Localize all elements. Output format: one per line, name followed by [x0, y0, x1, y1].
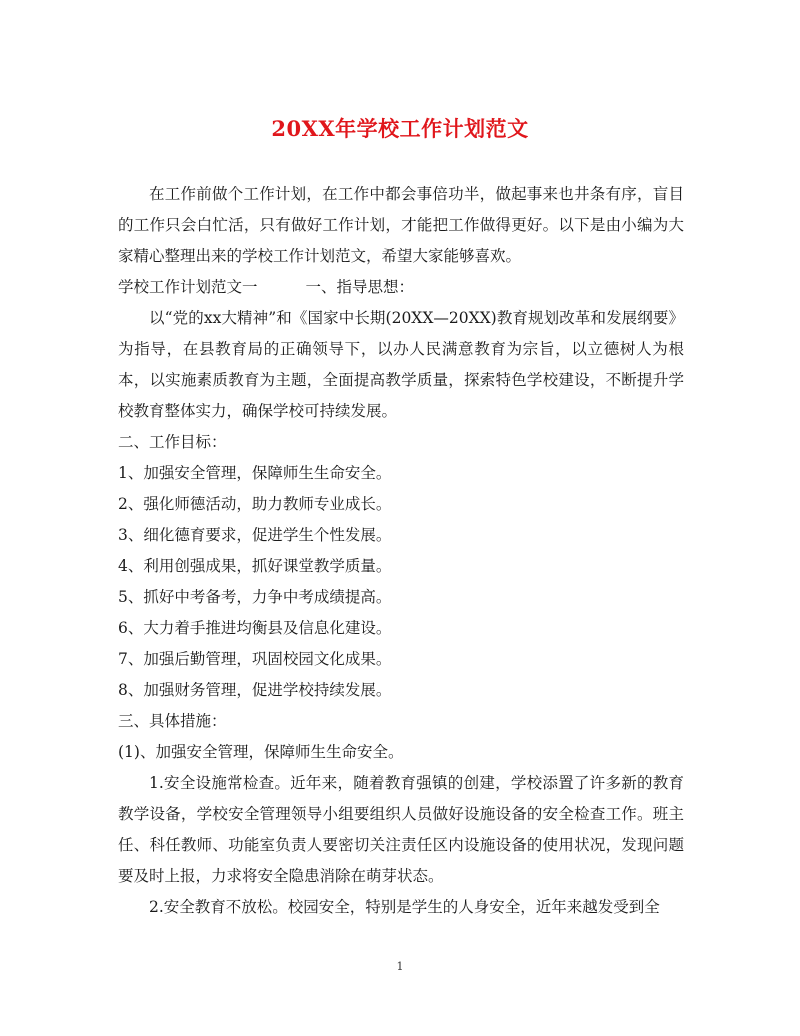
goal-item: 1、加强安全管理，保障师生生命安全。 — [118, 464, 392, 482]
guiding-paragraph: 以“党的xx大精神”和《国家中长期(20XX—20XX)教育规划改革和发展纲要》为指导，在县教育局的正确领导下，以办人民满意教育为宗旨，以立德树人为根本，以实施素质教育为主题，全面提高教学质量，探索特色学校建设，不断提升学校教育整体实力，确保学校可持续发展。 — [118, 309, 684, 420]
document-body — [118, 179, 684, 923]
goal-item: 6、大力着手推进均衡县及信息化建设。 — [118, 619, 392, 637]
heading-specific-measures: 三、具体措施： — [118, 712, 227, 730]
intro-paragraph: 在工作前做个工作计划，在工作中都会事倍功半，做起事来也井条有序，盲目的工作只会白忙活，只有做好工作计划，才能把工作做得更好。以下是由小编为大家精心整理出来的学校工作计划范文，希望大家能够喜欢。 — [118, 185, 684, 265]
goal-item: 2、强化师德活动，助力教师专业成长。 — [118, 495, 392, 513]
heading-guiding-ideology: 一、指导思想： — [305, 278, 415, 296]
section-label: 学校工作计划范文一 — [118, 278, 258, 296]
measure-1-title: (1)、加强安全管理，保障师生生命安全。 — [118, 743, 404, 761]
heading-work-goals: 二、工作目标： — [118, 433, 227, 451]
goal-item: 8、加强财务管理，促进学校持续发展。 — [118, 681, 392, 699]
goal-item: 3、细化德育要求，促进学生个性发展。 — [118, 526, 392, 544]
goal-item: 7、加强后勤管理，巩固校园文化成果。 — [118, 650, 392, 668]
measure-1-paragraph-1: 1.安全设施常检查。近年来，随着教育强镇的创建，学校添置了许多新的教育教学设备，学校安全管理领导小组要组织人员做好设施设备的安全检查工作。班主任、科任教师、功能室负责人要密切关注责任区内设施设备的使用状况，发现问题要及时上报，力求将安全隐患消除在萌芽状态。 — [118, 774, 684, 885]
goal-item: 5、抓好中考备考，力争中考成绩提高。 — [118, 588, 392, 606]
measure-1-paragraph-2: 2.安全教育不放松。校园安全，特别是学生的人身安全，近年来越发受到全 — [149, 898, 660, 916]
document-title: 20XX年学校工作计划范文 — [271, 116, 529, 141]
page-number: 1 — [396, 960, 404, 973]
goal-item: 4、利用创强成果，抓好课堂教学质量。 — [118, 557, 392, 575]
section-label-line — [118, 272, 684, 303]
